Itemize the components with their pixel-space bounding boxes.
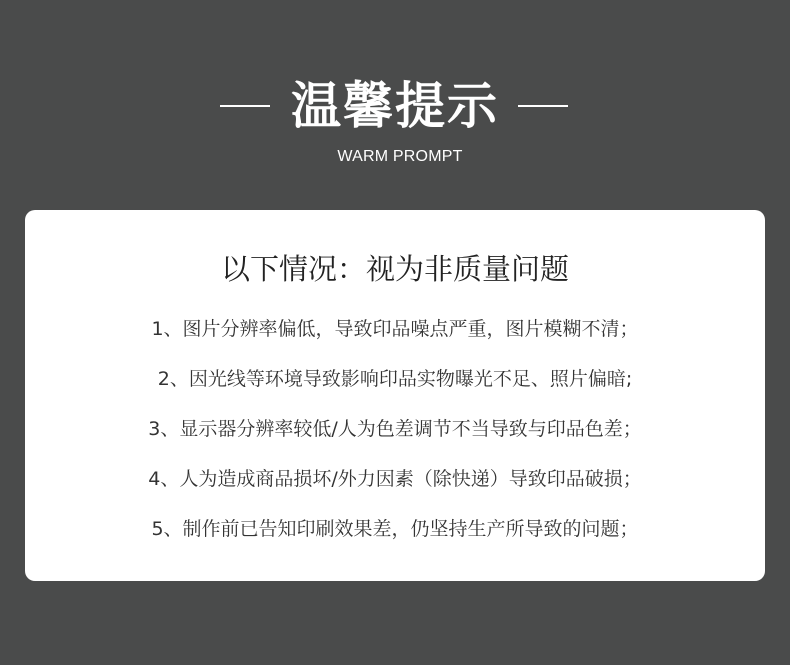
header-right-divider: [518, 105, 568, 107]
notice-card: [25, 210, 765, 581]
notice-item-3: 3、显示器分辨率较低/人为色差调节不当导致与印品色差；: [148, 418, 642, 440]
notice-item-2: 2、因光线等环境导致影响印品实物曝光不足、照片偏暗;: [157, 368, 633, 390]
notice-item-1: 1、图片分辨率偏低，导致印品噪点严重，图片模糊不清；: [151, 318, 639, 340]
notice-heading: 以下情况：视为非质量问题: [220, 252, 569, 286]
page-subtitle: WARM PROMPT: [337, 148, 463, 165]
header: [0, 72, 790, 142]
notice-list: [25, 314, 765, 564]
notice-item-4: 4、人为造成商品损坏/外力因素（除快递）导致印品破损；: [148, 468, 642, 490]
notice-item-5: 5、制作前已告知印刷效果差，仍坚持生产所导致的问题；: [151, 518, 639, 540]
header-left-divider: [220, 105, 270, 107]
page-title: 温馨提示: [291, 77, 499, 135]
